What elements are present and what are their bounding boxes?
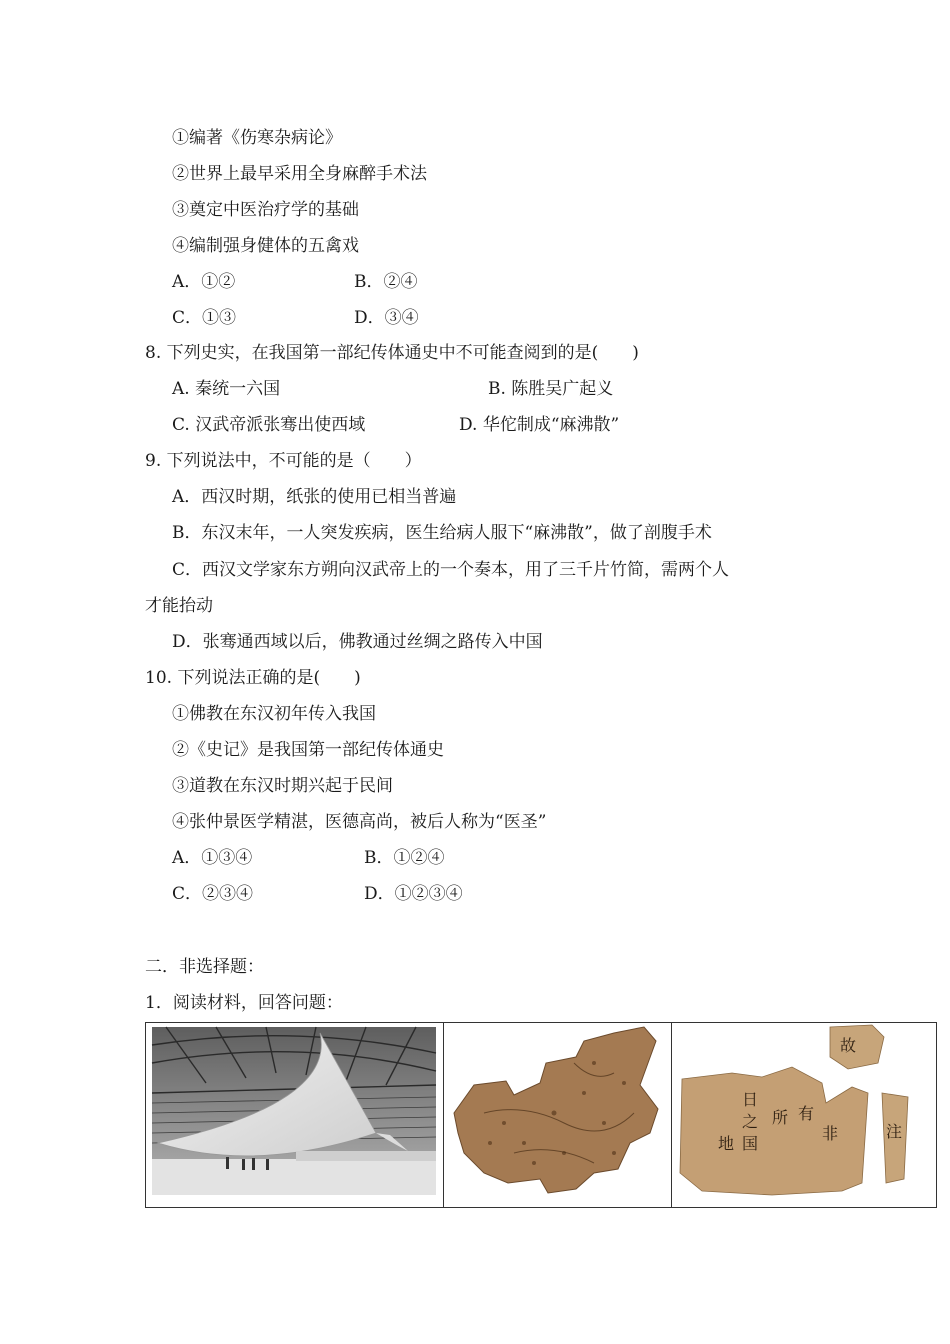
fragment-char-8: 非	[822, 1124, 839, 1143]
q7-item-3: ③奠定中医治疗学的基础	[172, 200, 359, 220]
q10-option-b: B．①②④	[364, 848, 445, 868]
fragment-char-5: 国	[742, 1134, 759, 1153]
q10-option-d: D．①②③④	[364, 884, 463, 904]
q7-item-4: ④编制强身健体的五禽戏	[172, 236, 359, 256]
q9-option-c-continued: 才能抬动	[145, 596, 213, 616]
q10-item-1: ①佛教在东汉初年传入我国	[172, 704, 376, 724]
fragment-char-9: 注	[886, 1122, 903, 1141]
q10-item-3: ③道教在东汉时期兴起于民间	[172, 776, 393, 796]
q10-stem: 10. 下列说法正确的是( )	[145, 668, 361, 688]
q10-item-2: ②《史记》是我国第一部纪传体通史	[172, 740, 444, 760]
q7-option-c: C．①③	[172, 308, 237, 328]
q9-option-a: A．西汉时期，纸张的使用已相当普遍	[172, 487, 457, 507]
ancient-paper-map-image	[444, 1023, 672, 1207]
q10-option-c: C．②③④	[172, 884, 254, 904]
photo-cell-3	[671, 1023, 937, 1207]
q8-stem: 8. 下列史实，在我国第一部纪传体通史中不可能查阅到的是( )	[145, 343, 639, 363]
fragment-char-3: 之	[742, 1112, 759, 1131]
q7-option-d: D．③④	[354, 308, 419, 328]
q8-option-a: A. 秦统一六国	[172, 379, 281, 399]
fragment-char-2: 日	[742, 1090, 759, 1109]
ancient-manuscript-fragments-image	[672, 1023, 937, 1207]
q9-option-c: C．西汉文学家东方朔向汉武帝上的一个奏本，用了三千片竹简，需两个人	[172, 560, 730, 580]
q7-option-b: B．②④	[354, 272, 418, 292]
non-choice-q1-stem: 1．阅读材料，回答问题：	[145, 993, 343, 1013]
section-heading: 二．非选择题：	[145, 957, 264, 977]
material-photo-table	[145, 1022, 937, 1208]
q10-option-a: A．①③④	[172, 848, 253, 868]
fragment-char-1: 故	[840, 1036, 857, 1055]
q7-item-1: ①编著《伤寒杂病论》	[172, 128, 342, 148]
q10-item-4: ④张仲景医学精湛，医德高尚，被后人称为“医圣”	[172, 812, 547, 832]
stadium-paper-scroll-image	[146, 1023, 443, 1207]
q8-option-c: C. 汉武帝派张骞出使西域	[172, 415, 366, 435]
q7-option-a: A．①②	[172, 272, 236, 292]
q9-option-b: B．东汉末年，一人突发疾病，医生给病人服下“麻沸散”，做了剖腹手术	[172, 523, 712, 543]
q8-option-b: B. 陈胜吴广起义	[488, 379, 614, 399]
photo-cell-1	[146, 1023, 443, 1207]
fragment-char-4: 地	[718, 1134, 735, 1153]
q7-item-2: ②世界上最早采用全身麻醉手术法	[172, 164, 427, 184]
q9-stem: 9. 下列说法中，不可能的是（ ）	[145, 451, 422, 471]
q8-option-d: D. 华佗制成“麻沸散”	[459, 415, 620, 435]
fragment-char-6: 所	[772, 1108, 789, 1127]
q9-option-d: D．张骞通西域以后，佛教通过丝绸之路传入中国	[172, 632, 543, 652]
fragment-char-7: 有	[798, 1104, 815, 1123]
photo-cell-2	[443, 1023, 671, 1207]
